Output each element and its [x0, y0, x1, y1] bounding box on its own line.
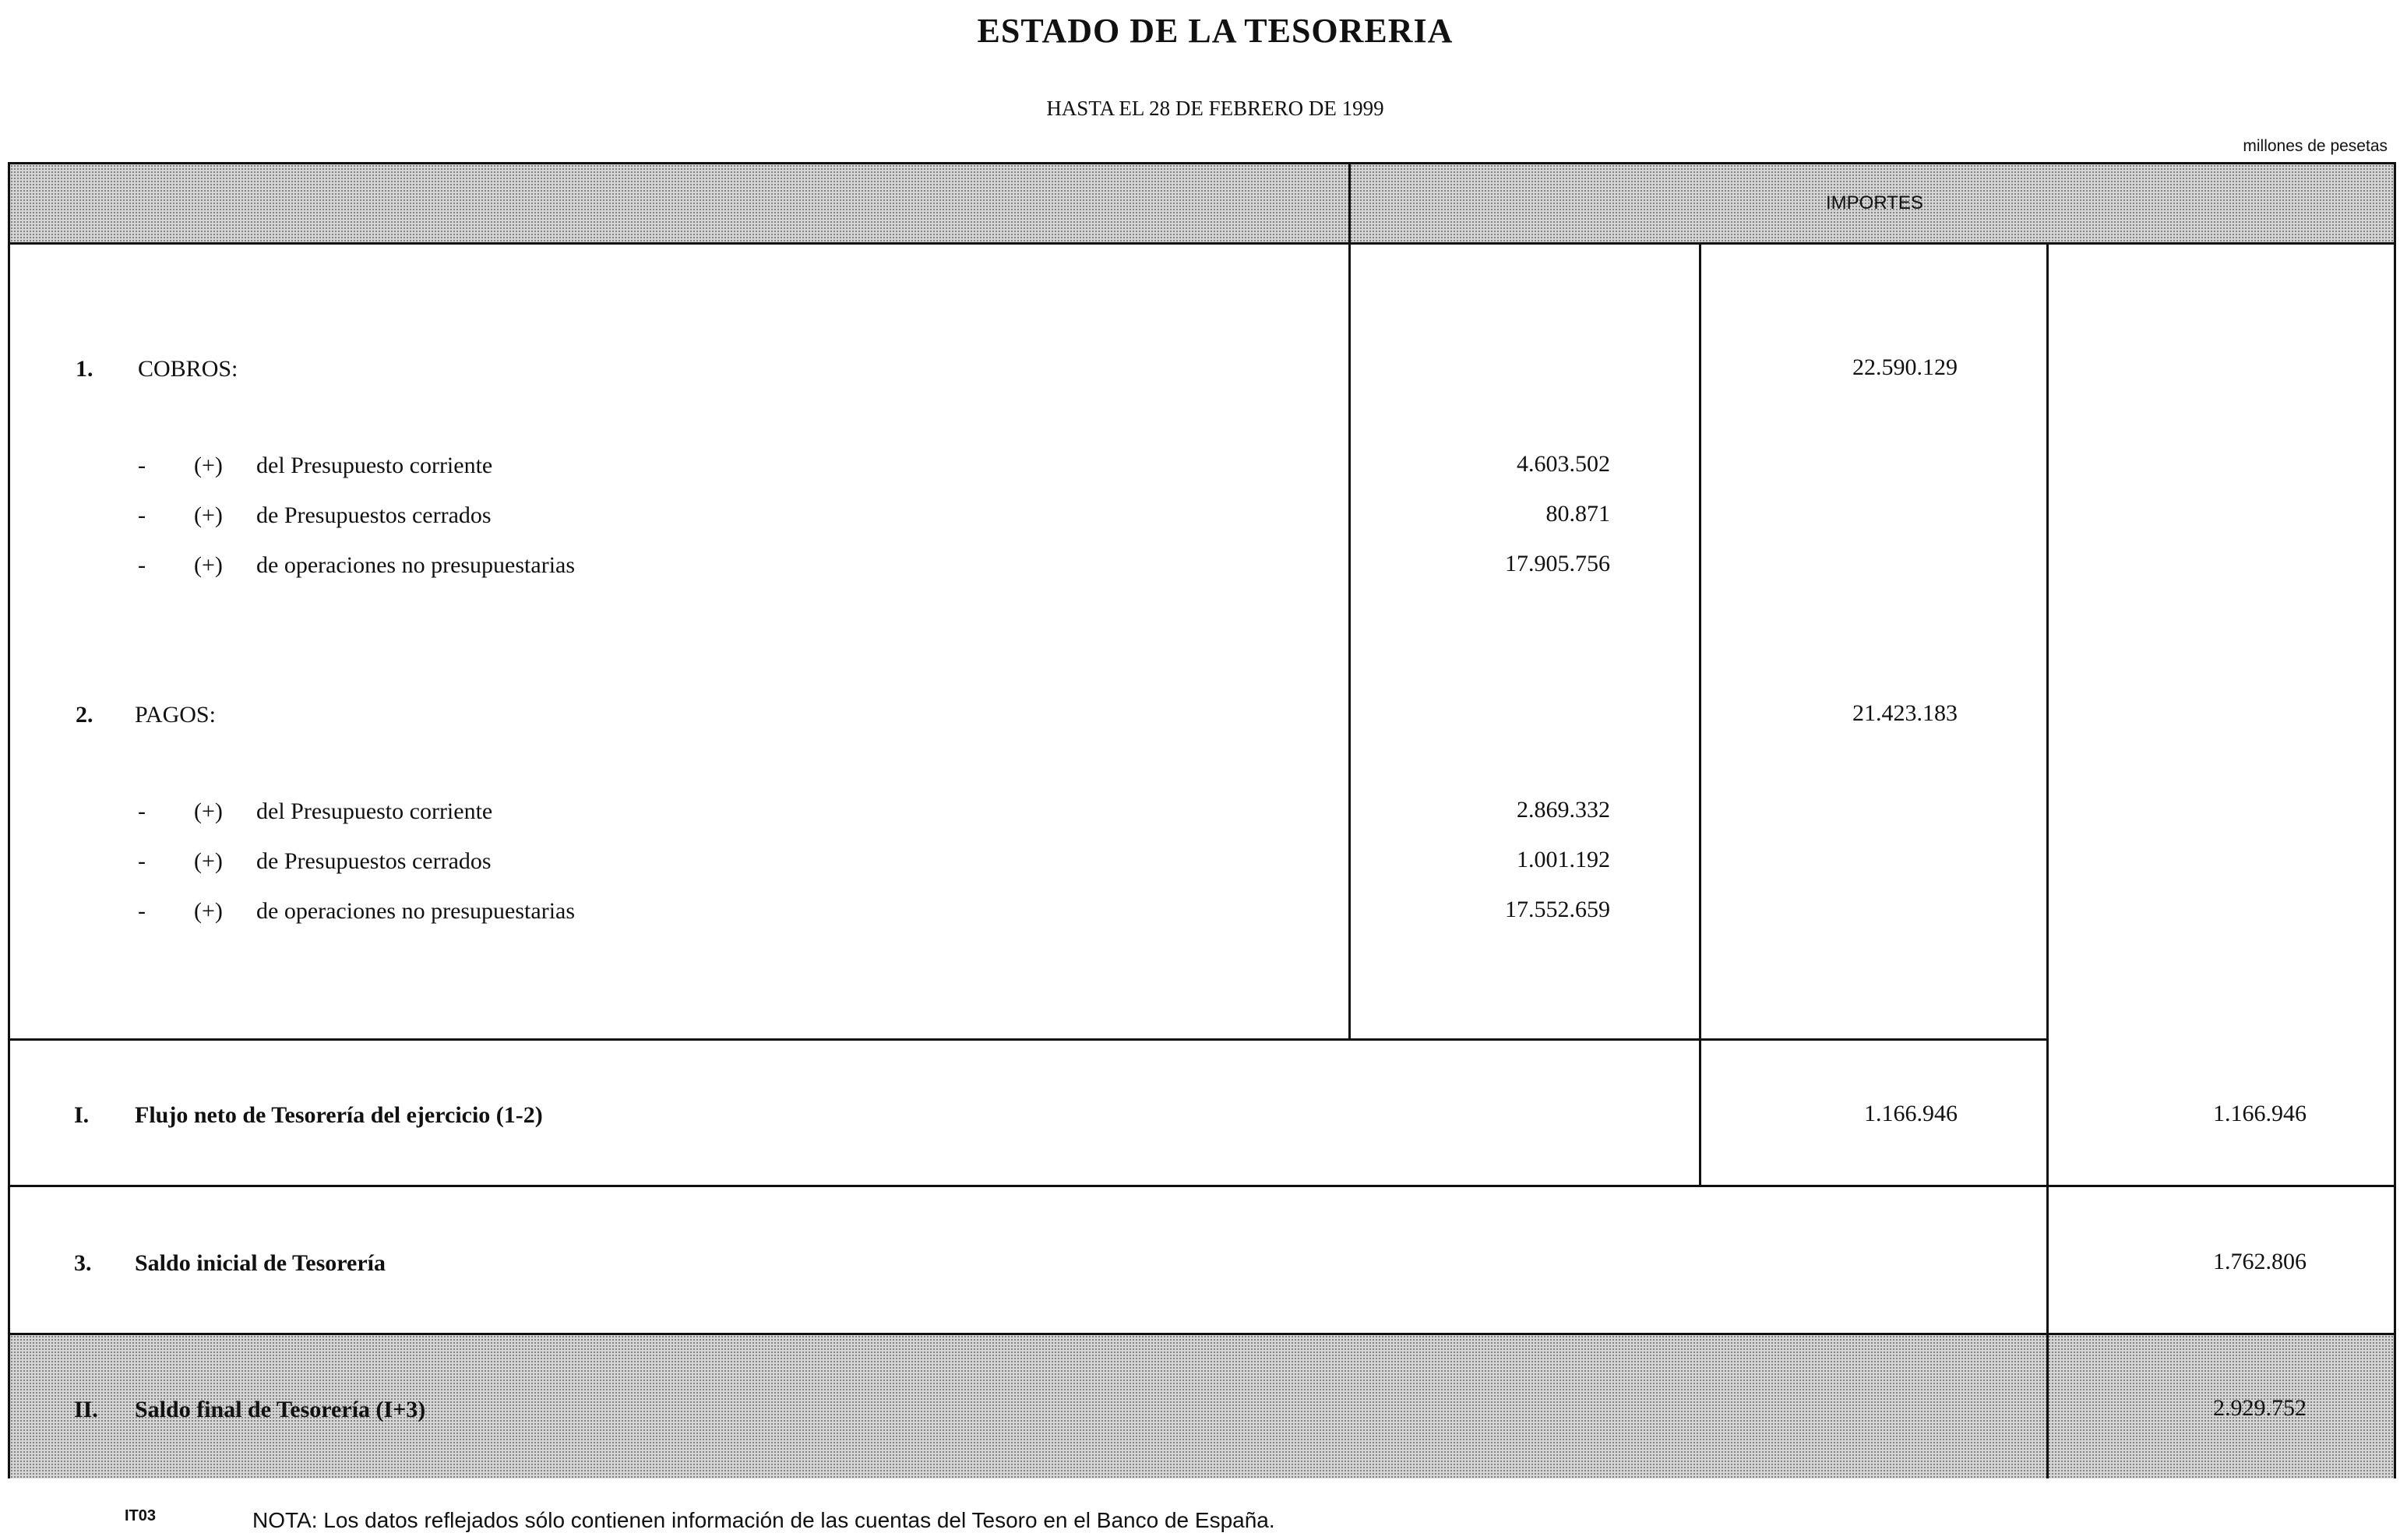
saldo-final-label: Saldo final de Tesorería (I+3): [135, 1397, 426, 1422]
divider-flujo-top: [10, 1038, 2049, 1041]
cobros-item-label: de Presupuestos cerrados: [256, 502, 492, 528]
saldo-final-value: 2.929.752: [2213, 1395, 2307, 1421]
flujo-value-right: 1.166.946: [2213, 1101, 2307, 1126]
pagos-label: PAGOS:: [135, 702, 216, 728]
pagos-item-label: de operaciones no presupuestarias: [256, 898, 576, 924]
pagos-item-dash: -: [138, 798, 146, 824]
saldo-inicial-value: 1.762.806: [2213, 1249, 2307, 1274]
flujo-number: I.: [74, 1102, 90, 1128]
cobros-item-label: de operaciones no presupuestarias: [256, 552, 576, 578]
cobros-item-dash: -: [138, 502, 146, 528]
cobros-item-dash: -: [138, 552, 146, 578]
header-band: [10, 164, 2394, 242]
cobros-number: 1.: [76, 356, 93, 382]
pagos-item-sign: (+): [194, 898, 223, 924]
cobros-total: 22.590.129: [1852, 354, 1958, 380]
cobros-item-value: 80.871: [1545, 501, 1610, 527]
pagos-item-sign: (+): [194, 798, 223, 824]
col-divider-2: [1699, 242, 1701, 1185]
treasury-table: [8, 162, 2396, 1478]
pagos-item-dash: -: [138, 898, 146, 924]
header-divider: [10, 242, 2394, 245]
cobros-item-sign: (+): [194, 453, 223, 478]
importes-header: IMPORTES: [1826, 192, 1923, 213]
pagos-item-value: 1.001.192: [1517, 847, 1610, 872]
divider-saldo-inicial-top: [10, 1185, 2394, 1187]
pagos-item-label: de Presupuestos cerrados: [256, 848, 492, 874]
pagos-item-value: 2.869.332: [1517, 797, 1610, 823]
page-subtitle: HASTA EL 28 DE FEBRERO DE 1999: [1046, 97, 1384, 120]
footer-col-divider: [2046, 1335, 2049, 1478]
pagos-item-label: del Presupuesto corriente: [256, 798, 493, 824]
units-label: millones de pesetas: [2243, 137, 2388, 155]
page-title: ESTADO DE LA TESORERIA: [977, 12, 1454, 50]
col-divider-1: [1348, 242, 1351, 1038]
flujo-value-mid: 1.166.946: [1864, 1101, 1958, 1126]
pagos-item-sign: (+): [194, 848, 223, 874]
header-col-divider: [1348, 164, 1351, 242]
pagos-item-value: 17.552.659: [1505, 897, 1610, 922]
cobros-item-sign: (+): [194, 502, 223, 528]
pagos-item-dash: -: [138, 848, 146, 874]
saldo-final-number: II.: [74, 1397, 98, 1422]
col-divider-3: [2046, 242, 2049, 1478]
cobros-item-value: 17.905.756: [1505, 551, 1610, 576]
pagos-total: 21.423.183: [1852, 700, 1958, 726]
cobros-item-value: 4.603.502: [1517, 451, 1610, 477]
saldo-inicial-label: Saldo inicial de Tesorería: [135, 1250, 386, 1276]
saldo-inicial-number: 3.: [74, 1250, 92, 1276]
cobros-item-sign: (+): [194, 552, 223, 578]
pagos-number: 2.: [76, 702, 93, 728]
document-code: IT03: [125, 1507, 157, 1524]
footer-note: NOTA: Los datos reflejados sólo contienen información de las cuentas del Tesoro en el Banco de España.: [252, 1508, 1275, 1532]
cobros-item-dash: -: [138, 453, 146, 478]
cobros-item-label: del Presupuesto corriente: [256, 453, 493, 478]
flujo-label: Flujo neto de Tesorería del ejercicio (1-2): [135, 1102, 543, 1128]
cobros-label: COBROS:: [138, 356, 238, 382]
